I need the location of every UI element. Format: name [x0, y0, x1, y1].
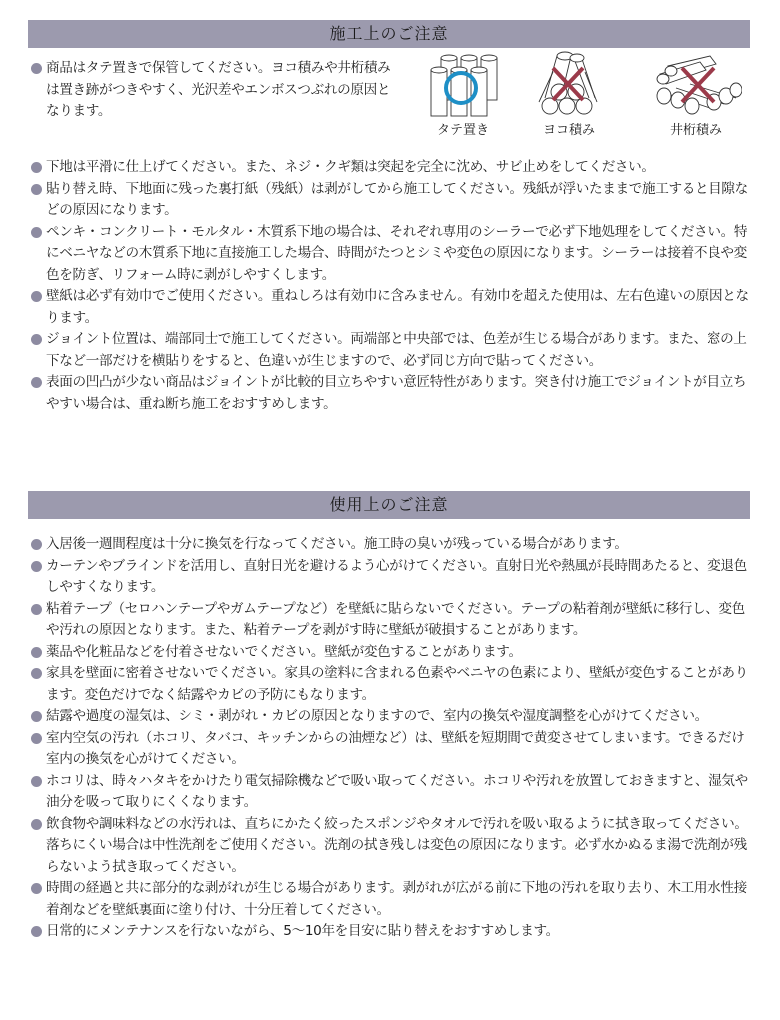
- list-item-text: 貼り替え時、下地面に残った裏打紙（残紙）は剥がしてから施工してください。残紙が浮いたままで施工すると目隙などの原因になります。: [46, 180, 748, 218]
- list-item-text: 結露や過度の湿気は、シミ・剥がれ・カビの原因となりますので、室内の換気や湿度調整を心がけてください。: [46, 708, 708, 724]
- crisscross-stack-ng-icon: [650, 50, 742, 120]
- illust-crisscross-stack: [640, 50, 752, 139]
- list-item-text: 粘着テープ（セロハンテープやガムテープなど）を壁紙に貼らないでください。テープの粘着剤が壁紙に移行し、変色や汚れの原因となります。また、粘着テープを剥がす時に壁紙が破損することがあります。: [46, 600, 745, 638]
- bullet-icon: [31, 63, 42, 74]
- section-header-usage: 使用上のご注意: [28, 491, 750, 519]
- list-item: [30, 771, 752, 814]
- list-item-text: 家具を壁面に密着させないでください。家具の塗料に含まれる色素やベニヤの色素により、壁紙が変色することがあります。変色だけでなく結露やカビの予防にもなります。: [46, 665, 748, 703]
- bullet-icon: [31, 819, 42, 830]
- list-item: [30, 814, 752, 879]
- list-item: [30, 329, 752, 372]
- bullet-icon: [31, 668, 42, 679]
- list-item-text: カーテンやブラインドを活用し、直射日光を避けるよう心がけてください。直射日光や熱風が長時間あたると、変退色しやすくなります。: [46, 557, 747, 595]
- bullet-icon: [31, 733, 42, 744]
- vertical-storage-ok-icon: [427, 50, 499, 120]
- list-item: [30, 157, 752, 179]
- bullet-icon: [31, 883, 42, 894]
- list-item: [30, 878, 752, 921]
- list-item: [30, 599, 752, 642]
- bullet-icon: [31, 647, 42, 658]
- list-item: [30, 286, 752, 329]
- list-item: [30, 556, 752, 599]
- bullet-icon: [31, 227, 42, 238]
- illust-vertical-storage: [418, 50, 508, 139]
- bullet-icon: [31, 711, 42, 722]
- illust-horizontal-stack: [524, 50, 614, 139]
- usage-notes-list: [30, 534, 752, 943]
- list-item: [30, 372, 752, 415]
- list-item: [30, 534, 752, 556]
- list-item: [30, 706, 752, 728]
- list-item: [30, 179, 752, 222]
- list-item-text: 薬品や化粧品などを付着させないでください。壁紙が変色することがあります。: [46, 643, 522, 660]
- illust-label-crisscross: 井桁積み: [669, 123, 722, 138]
- list-item-text: 壁紙は必ず有効巾でご使用ください。重ねしろは有効巾に含みません。有効巾を超えた使用は、左右色違いの原因となります。: [46, 288, 749, 326]
- list-item-text: 下地は平滑に仕上げてください。また、ネジ・クギ類は突起を完全に沈め、サビ止めをしてください。: [46, 159, 655, 175]
- bullet-icon: [31, 291, 42, 302]
- bullet-icon: [31, 377, 42, 388]
- storage-note-item: [30, 58, 400, 123]
- storage-note-text: 商品はタテ置きで保管してください。ヨコ積みや井桁積みは置き跡がつきやすく、光沢差やエンボスつぶれの原因となります。: [46, 60, 391, 119]
- bullet-icon: [31, 162, 42, 173]
- storage-illustrations: [418, 50, 753, 145]
- bullet-icon: [31, 926, 42, 937]
- bullet-icon: [31, 539, 42, 550]
- storage-note: [30, 58, 400, 123]
- list-item-text: 表面の凹凸が少ない商品はジョイントが比較的目立ちやすい意匠特性があります。突き付け施工でジョイントが目立ちやすい場合は、重ね断ち施工をおすすめします。: [46, 374, 747, 412]
- list-item: [30, 728, 752, 771]
- illust-label-horizontal: ヨコ積み: [542, 123, 595, 138]
- bullet-icon: [31, 334, 42, 345]
- section-header-installation: 施工上のご注意: [28, 20, 750, 48]
- list-item: [30, 921, 752, 943]
- list-item: [30, 222, 752, 287]
- list-item-text: 室内空気の汚れ（ホコリ、タバコ、キッチンからの油煙など）は、壁紙を短期間で黄変させてしまいます。できるだけ室内の換気を心がけてください。: [46, 729, 745, 767]
- list-item-text: ペンキ・コンクリート・モルタル・木質系下地の場合は、それぞれ専用のシーラーで必ず下地処理をしてください。特にベニヤなどの木質系下地に直接施工した場合、時間がたつとシミや変色の原因になります。シーラーは接着不良や変色を防ぎ、リフォーム時に剥がしやすくします。: [46, 223, 748, 283]
- list-item-text: ホコリは、時々ハタキをかけたり電気掃除機などで吸い取ってください。ホコリや汚れを放置しておきますと、湿気や油分を吸って取りにくくなります。: [46, 772, 748, 810]
- bullet-icon: [31, 776, 42, 787]
- illust-label-vertical: タテ置き: [436, 123, 489, 138]
- list-item-text: 日常的にメンテナンスを行ないながら、5～10年を目安に貼り替えをおすすめします。: [46, 923, 559, 939]
- list-item-text: 時間の経過と共に部分的な剥がれが生じる場合があります。剥がれが広がる前に下地の汚れを取り去り、木工用水性接着剤などを壁紙裏面に塗り付け、十分圧着してください。: [46, 880, 747, 918]
- bullet-icon: [31, 561, 42, 572]
- list-item-text: ジョイント位置は、端部同士で施工してください。両端部と中央部では、色差が生じる場合があります。また、窓の上下など一部だけを横貼りをすると、色違いが生じますので、必ず同じ方向で貼ってください。: [46, 331, 747, 369]
- horizontal-stack-ng-icon: [533, 50, 605, 120]
- list-item: [30, 663, 752, 706]
- list-item-text: 飲食物や調味料などの水汚れは、直ちにかたく絞ったスポンジやタオルで汚れを吸い取るように拭き取ってください。落ちにくい場合は中性洗剤をご使用ください。洗剤の拭き残しは変色の原因になります。必ず水かぬるま湯で洗剤が残らないよう拭き取ってください。: [46, 815, 748, 875]
- list-item: [30, 642, 752, 664]
- bullet-icon: [31, 604, 42, 615]
- bullet-icon: [31, 184, 42, 195]
- list-item-text: 入居後一週間程度は十分に換気を行なってください。施工時の臭いが残っている場合があります。: [46, 536, 628, 552]
- installation-notes-list: [30, 157, 752, 415]
